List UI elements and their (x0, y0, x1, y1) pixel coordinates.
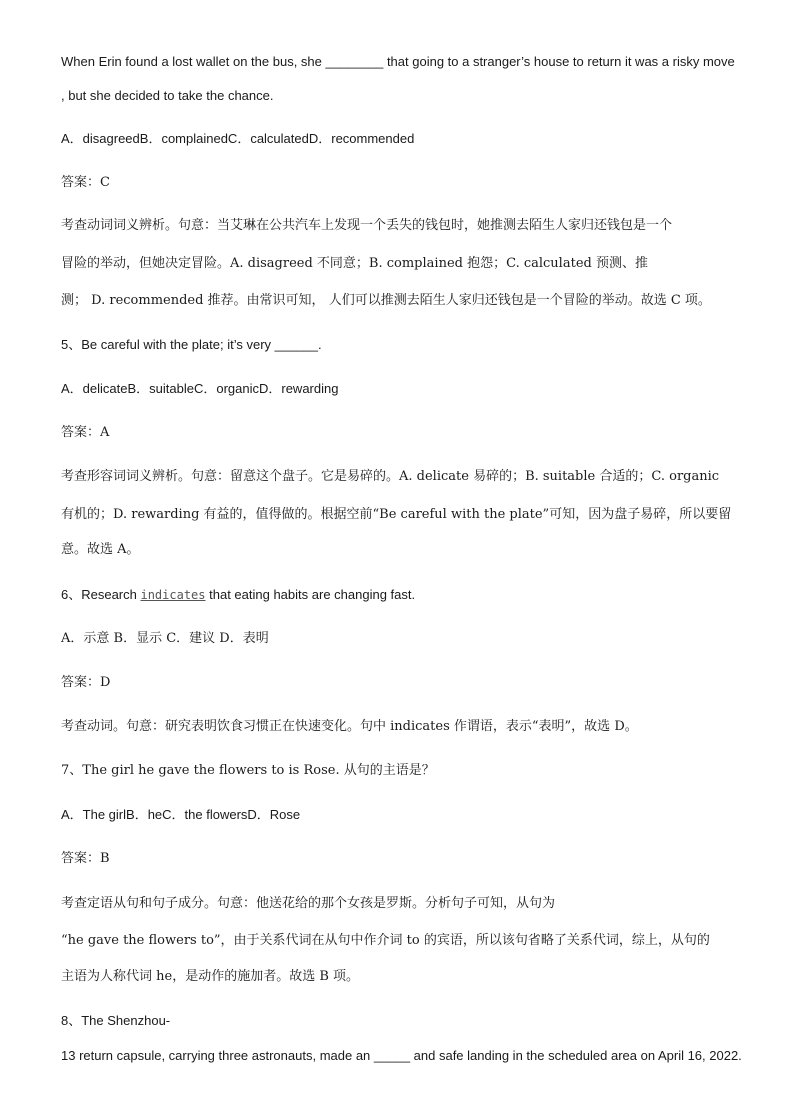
text-line: When Erin found a lost wallet on the bus, she ________ that going to a stranger’s house to return it was a risky move (61, 54, 735, 69)
text-line: 考查动词。句意：研究表明饮食习惯正在快速变化。句中 indicates 作谓语，表示“表明”，故选 D。 (61, 719, 638, 734)
text-line: 答案：C (61, 175, 110, 190)
text-line: A．delicateB．suitableC．organicD．rewarding (61, 381, 339, 396)
question-6-underlined-word: indicates (140, 588, 206, 602)
text-line: A．The girlB．heC．the flowersD．Rose (61, 807, 301, 822)
text-line: 13 return capsule, carrying three astronauts, made an _____ and safe landing in the scheduled area on April 16, 2022. (61, 1048, 742, 1063)
text-line: A．disagreedB．complainedC．calculatedD．recommended (61, 131, 415, 146)
text-line: 答案：B (61, 851, 110, 866)
text-line: 有机的；D. rewarding 有益的，值得做的。根据空前“Be careful with the plate”可知，因为盘子易碎，所以要留 (61, 507, 732, 522)
text-line: 考查动词词义辨析。句意：当艾琳在公共汽车上发现一个丢失的钱包时，她推测去陌生人家归还钱包是一个 (61, 218, 673, 233)
text-line: 8、The Shenzhou- (61, 1013, 171, 1028)
text-line: , but she decided to take the chance. (61, 88, 274, 103)
text-line: 5、Be careful with the plate; it’s very ______. (61, 337, 322, 352)
text-line: 冒险的举动，但她决定冒险。A. disagreed 不同意；B. complained 抱怨；C. calculated 预测、推 (61, 256, 648, 271)
text-line: 意。故选 A。 (61, 542, 140, 557)
text-line: 答案：D (61, 675, 111, 690)
text-line: 考查形容词词义辨析。句意：留意这个盘子。它是易碎的。A. delicate 易碎的；B. suitable 合适的；C. organic (61, 469, 720, 484)
text-line: A．示意 B．显示 C．建议 D．表明 (61, 631, 269, 646)
question-6-suffix: that eating habits are changing fast. (205, 587, 416, 602)
text-line: “he gave the flowers to”，由于关系代词在从句中作介词 to 的宾语，所以该句省略了关系代词，综上，从句的 (61, 933, 710, 948)
question-6-prefix: 6、Research (61, 587, 141, 602)
question-6 (61, 586, 750, 604)
text-line: 答案：A (61, 425, 110, 440)
text-line: 测； D. recommended 推荐。由常识可知， 人们可以推测去陌生人家归还钱包是一个冒险的举动。故选 C 项。 (61, 293, 711, 308)
text-line: 7、The girl he gave the flowers to is Rose. 从句的主语是？ (61, 763, 435, 778)
text-line: 考查定语从句和句子成分。句意：他送花给的那个女孩是罗斯。分析句子可知，从句为 (61, 896, 556, 911)
text-line: 主语为人称代词 he，是动作的施加者。故选 B 项。 (61, 969, 360, 984)
